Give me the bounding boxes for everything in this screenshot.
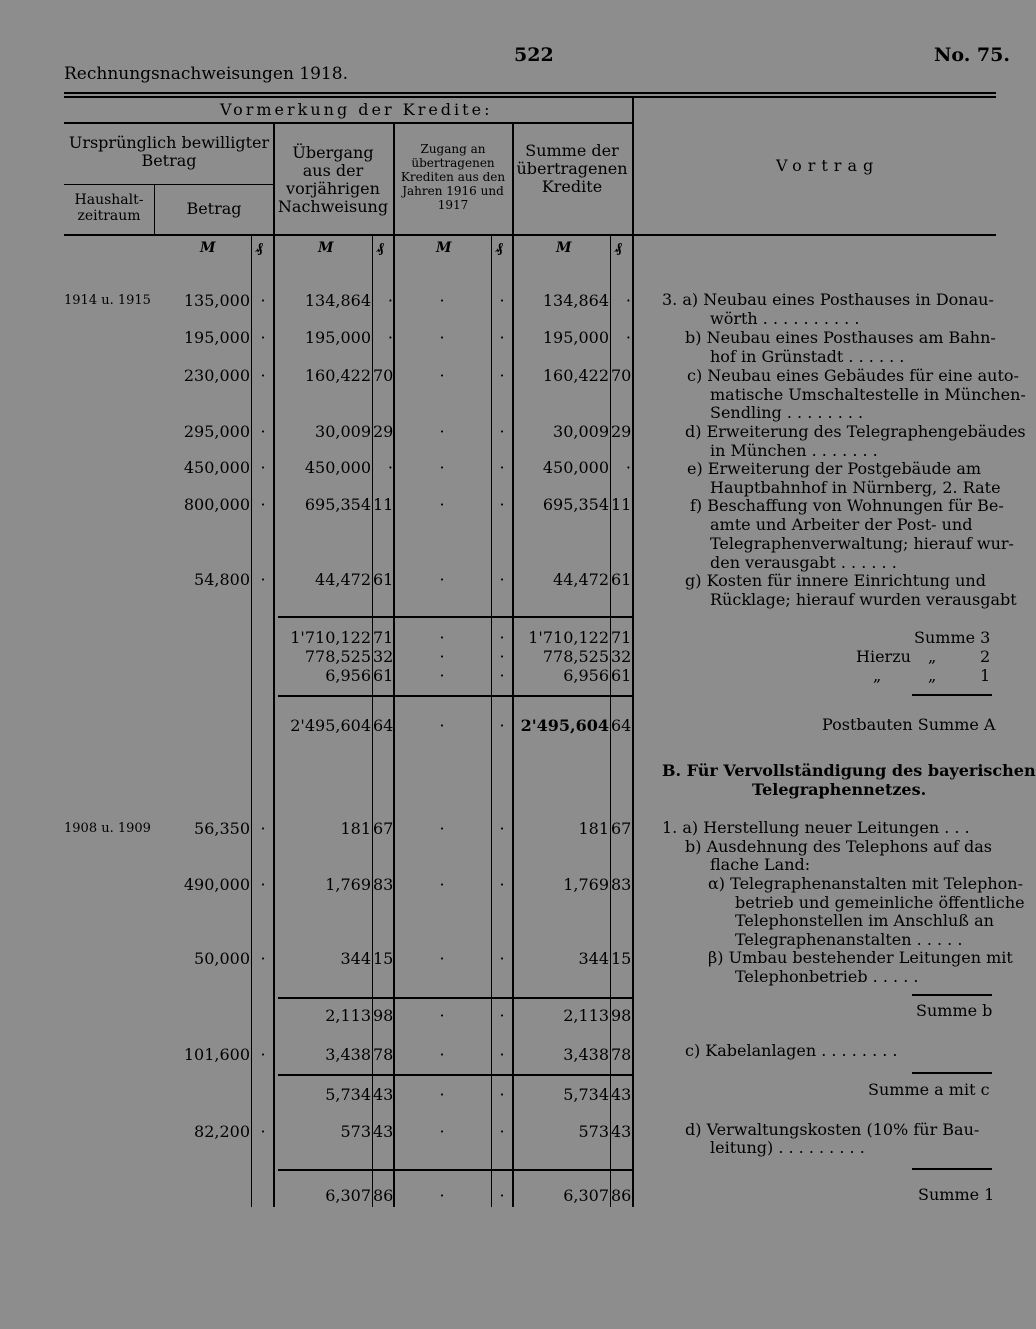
table-cell-sp: · bbox=[625, 458, 631, 477]
table-cell-p: 98 bbox=[373, 1006, 394, 1025]
table-cell-betrag: 800,000 bbox=[183, 495, 250, 514]
haushalt-heading: Haushalt-zeitraum bbox=[74, 192, 144, 224]
unit-pf-3: ₰ bbox=[496, 240, 503, 256]
table-cell-zp: · bbox=[499, 366, 505, 385]
section-b-heading-2: Telegraphennetzes. bbox=[752, 780, 927, 799]
table-cell-bd: · bbox=[260, 570, 266, 589]
table-cell-bd: · bbox=[260, 819, 266, 838]
uebergang-heading: Übergang aus der vorjährigen Nachweisung bbox=[277, 143, 389, 216]
vortrag-line: Telephonstellen im Anschluß an bbox=[735, 911, 994, 930]
table-cell-zm: · bbox=[439, 495, 445, 514]
table-cell-bd: · bbox=[260, 1045, 266, 1064]
table-cell-m: 2,113 bbox=[325, 1006, 371, 1025]
table-cell-sm: 181 bbox=[578, 819, 609, 838]
vortrag-sum: Summe b bbox=[916, 1001, 993, 1020]
table-cell-p: 83 bbox=[373, 875, 394, 894]
vortrag-line: den verausgabt . . . . . . bbox=[710, 553, 897, 572]
col-rule-year bbox=[154, 184, 155, 234]
table-cell-m: 5,734 bbox=[325, 1085, 371, 1104]
vortrag-sum-rule bbox=[912, 994, 992, 996]
table-cell-year: 1908 u. 1909 bbox=[64, 821, 151, 836]
table-cell-m: 195,000 bbox=[304, 328, 371, 347]
table-cell-m: 134,864 bbox=[304, 291, 371, 310]
sum-rule-2 bbox=[278, 695, 632, 697]
table-cell-bd: · bbox=[260, 458, 266, 477]
col-rule-summe bbox=[632, 96, 634, 1207]
table-cell-p: 61 bbox=[373, 570, 394, 589]
sum-rule-5 bbox=[278, 1169, 632, 1171]
table-cell-p: 70 bbox=[373, 366, 394, 385]
table-cell-zm: · bbox=[439, 1122, 445, 1141]
table-cell-zm: · bbox=[439, 1186, 445, 1205]
table-cell-zp: · bbox=[499, 1045, 505, 1064]
vortrag-heading: Vortrag bbox=[776, 156, 880, 175]
table-cell-sm: 1,769 bbox=[563, 875, 609, 894]
table-cell-m: 778,525 bbox=[304, 647, 371, 666]
table-cell-sm: 5,734 bbox=[563, 1085, 609, 1104]
table-cell-zm: · bbox=[439, 328, 445, 347]
unit-mark-4: M bbox=[556, 240, 572, 256]
betrag-heading: Betrag bbox=[186, 199, 242, 218]
sum-rule-1 bbox=[278, 616, 632, 618]
table-cell-zp: · bbox=[499, 458, 505, 477]
table-cell-m: 695,354 bbox=[304, 495, 371, 514]
table-cell-m: 30,009 bbox=[315, 422, 371, 441]
table-cell-zm: · bbox=[439, 1085, 445, 1104]
table-cell-zm: · bbox=[439, 458, 445, 477]
table-cell-sp: 70 bbox=[611, 366, 632, 385]
table-cell-zp: · bbox=[499, 328, 505, 347]
table-cell-sp: 86 bbox=[611, 1186, 632, 1205]
table-cell-betrag: 56,350 bbox=[194, 819, 250, 838]
unit-pf-2: ₰ bbox=[377, 240, 384, 256]
table-cell-m: 160,422 bbox=[304, 366, 371, 385]
table-cell-sp: 43 bbox=[611, 1122, 632, 1141]
table-cell-m: 6,307 bbox=[325, 1186, 371, 1205]
table-cell-p: 61 bbox=[373, 666, 394, 685]
unit-pf-4: ₰ bbox=[615, 240, 622, 256]
table-cell-p: 86 bbox=[373, 1186, 394, 1205]
table-cell-zp: · bbox=[499, 291, 505, 310]
top-double-rule bbox=[64, 92, 996, 94]
table-cell-zp: · bbox=[499, 570, 505, 589]
table-cell-bd: · bbox=[260, 875, 266, 894]
table-cell-zp: · bbox=[499, 949, 505, 968]
vortrag-line: leitung) . . . . . . . . . bbox=[710, 1138, 865, 1157]
table-cell-sm: 695,354 bbox=[542, 495, 609, 514]
table-cell-zp: · bbox=[499, 628, 505, 647]
table-cell-sm: 344 bbox=[578, 949, 609, 968]
vortrag-line: Rücklage; hierauf wurden verausgabt bbox=[710, 590, 1017, 609]
unit-mark-1: M bbox=[200, 240, 216, 256]
table-cell-p: 43 bbox=[373, 1122, 394, 1141]
table-cell-zp: · bbox=[499, 1122, 505, 1141]
vortrag-line: c) Kabelanlagen . . . . . . . . bbox=[685, 1041, 898, 1060]
table-cell-zp: · bbox=[499, 819, 505, 838]
vortrag-sum: Summe 3 bbox=[914, 628, 991, 647]
col-rule-betrag bbox=[273, 122, 275, 1207]
table-cell-sm: 450,000 bbox=[542, 458, 609, 477]
table-cell-sp: 98 bbox=[611, 1006, 632, 1025]
urspruenglich-heading: Ursprünglich bewilligter Betrag bbox=[68, 133, 270, 170]
vortrag-line: hof in Grünstadt . . . . . . bbox=[710, 347, 905, 366]
vortrag-sum-rule bbox=[912, 1072, 992, 1074]
table-cell-p: · bbox=[387, 458, 393, 477]
table-cell-sm: 573 bbox=[578, 1122, 609, 1141]
table-cell-sm: 3,438 bbox=[563, 1045, 609, 1064]
vortrag-line: wörth . . . . . . . . . . bbox=[710, 309, 860, 328]
section-b-heading: B. Für Vervollständigung des bayerischen bbox=[662, 761, 1036, 780]
vortrag-sum: „ bbox=[928, 666, 937, 685]
vortrag-line: Sendling . . . . . . . . bbox=[710, 403, 864, 422]
table-cell-sm: 2'495,604 bbox=[520, 716, 609, 735]
vortrag-line: Telegraphenverwaltung; hierauf wur- bbox=[710, 534, 1014, 553]
table-cell-p: · bbox=[387, 291, 393, 310]
table-cell-zp: · bbox=[499, 647, 505, 666]
running-title: Rechnungsnachweisungen 1918. bbox=[64, 64, 348, 84]
table-cell-p: 29 bbox=[373, 422, 394, 441]
vortrag-sum: Summe 1 bbox=[918, 1185, 995, 1204]
zugang-heading: Zugang an übertragenen Krediten aus den Jahren 1916 und 1917 bbox=[400, 142, 506, 212]
top-double-rule-2 bbox=[64, 96, 996, 98]
table-cell-sp: 15 bbox=[611, 949, 632, 968]
table-cell-sp: 67 bbox=[611, 819, 632, 838]
table-cell-sm: 2,113 bbox=[563, 1006, 609, 1025]
table-cell-m: 1'710,122 bbox=[290, 628, 371, 647]
col-rule-uebergang bbox=[393, 122, 395, 1207]
table-cell-p: 67 bbox=[373, 819, 394, 838]
vortrag-line: Hauptbahnhof in Nürnberg, 2. Rate bbox=[710, 478, 1001, 497]
table-cell-zm: · bbox=[439, 422, 445, 441]
vormerkung-rule bbox=[64, 122, 632, 124]
table-cell-sm: 778,525 bbox=[542, 647, 609, 666]
table-cell-zp: · bbox=[499, 875, 505, 894]
table-cell-p: 78 bbox=[373, 1045, 394, 1064]
vortrag-line: d) Erweiterung des Telegraphengebäudes bbox=[685, 422, 1026, 441]
haushalt-rule bbox=[64, 184, 274, 185]
table-cell-sp: 61 bbox=[611, 570, 632, 589]
table-cell-zp: · bbox=[499, 1186, 505, 1205]
vortrag-line: 3. a) Neubau eines Posthauses in Donau- bbox=[662, 290, 994, 309]
table-cell-sp: 32 bbox=[611, 647, 632, 666]
table-cell-betrag: 50,000 bbox=[194, 949, 250, 968]
unit-mark-3: M bbox=[436, 240, 452, 256]
vortrag-line: Telegraphenanstalten . . . . . bbox=[735, 930, 963, 949]
table-cell-p: 64 bbox=[373, 716, 394, 735]
table-cell-m: 1,769 bbox=[325, 875, 371, 894]
vortrag-line: e) Erweiterung der Postgebäude am bbox=[687, 459, 982, 478]
page-number: 522 bbox=[514, 44, 554, 66]
table-cell-betrag: 295,000 bbox=[183, 422, 250, 441]
document-number: No. 75. bbox=[934, 44, 1010, 66]
vortrag-sum: Hierzu bbox=[856, 647, 911, 666]
table-cell-betrag: 230,000 bbox=[183, 366, 250, 385]
table-cell-p: 32 bbox=[373, 647, 394, 666]
table-cell-p: 43 bbox=[373, 1085, 394, 1104]
table-cell-zp: · bbox=[499, 1006, 505, 1025]
table-cell-sp: 71 bbox=[611, 628, 632, 647]
table-cell-sm: 44,472 bbox=[553, 570, 609, 589]
vortrag-sum: 1 bbox=[980, 666, 991, 685]
table-cell-bd: · bbox=[260, 366, 266, 385]
vortrag-line: α) Telegraphenanstalten mit Telephon- bbox=[708, 874, 1023, 893]
table-cell-betrag: 101,600 bbox=[183, 1045, 250, 1064]
table-cell-bd: · bbox=[260, 949, 266, 968]
sum-rule-3 bbox=[278, 997, 632, 999]
table-cell-bd: · bbox=[260, 291, 266, 310]
table-cell-zp: · bbox=[499, 716, 505, 735]
table-cell-zm: · bbox=[439, 647, 445, 666]
table-cell-bd: · bbox=[260, 1122, 266, 1141]
vortrag-line: β) Umbau bestehender Leitungen mit bbox=[708, 948, 1013, 967]
table-cell-zp: · bbox=[499, 495, 505, 514]
table-cell-sp: · bbox=[625, 328, 631, 347]
summe-heading: Summe der übertragenen Kredite bbox=[516, 141, 628, 196]
vortrag-line: Telephonbetrieb . . . . . bbox=[735, 967, 919, 986]
table-cell-p: 11 bbox=[373, 495, 394, 514]
table-cell-betrag: 54,800 bbox=[194, 570, 250, 589]
table-cell-p: 71 bbox=[373, 628, 394, 647]
table-cell-sp: 61 bbox=[611, 666, 632, 685]
table-cell-sm: 1'710,122 bbox=[528, 628, 609, 647]
table-cell-sp: 83 bbox=[611, 875, 632, 894]
vortrag-line: b) Neubau eines Posthauses am Bahn- bbox=[685, 328, 996, 347]
vortrag-line: c) Neubau eines Gebäudes für eine auto- bbox=[687, 366, 1019, 385]
table-cell-sp: 64 bbox=[611, 716, 632, 735]
table-cell-zm: · bbox=[439, 570, 445, 589]
table-cell-zm: · bbox=[439, 366, 445, 385]
table-cell-zm: · bbox=[439, 291, 445, 310]
vortrag-sum: 2 bbox=[980, 647, 991, 666]
vortrag-sum: Summe a mit c bbox=[868, 1080, 990, 1099]
table-cell-sm: 30,009 bbox=[553, 422, 609, 441]
vortrag-line: f) Beschaffung von Wohnungen für Be- bbox=[690, 496, 1004, 515]
vortrag-line: flache Land: bbox=[710, 855, 811, 874]
table-cell-sm: 6,307 bbox=[563, 1186, 609, 1205]
table-cell-m: 344 bbox=[340, 949, 371, 968]
table-cell-betrag: 195,000 bbox=[183, 328, 250, 347]
table-cell-zm: · bbox=[439, 666, 445, 685]
vortrag-line: amte und Arbeiter der Post- und bbox=[710, 515, 973, 534]
vortrag-line: betrieb und gemeinliche öffentliche bbox=[735, 893, 1025, 912]
table-cell-zm: · bbox=[439, 1045, 445, 1064]
vortrag-line: g) Kosten für innere Einrichtung und bbox=[685, 571, 986, 590]
vormerkung-heading: Vormerkung der Kredite: bbox=[220, 100, 493, 119]
table-cell-zm: · bbox=[439, 819, 445, 838]
table-cell-betrag: 135,000 bbox=[183, 291, 250, 310]
table-cell-p: · bbox=[387, 328, 393, 347]
vortrag-line: matische Umschaltestelle in München- bbox=[710, 385, 1026, 404]
header-bottom-rule bbox=[64, 234, 996, 236]
table-cell-betrag: 490,000 bbox=[183, 875, 250, 894]
table-cell-zm: · bbox=[439, 949, 445, 968]
table-cell-sp: 78 bbox=[611, 1045, 632, 1064]
unit-pf-1: ₰ bbox=[256, 240, 263, 256]
table-cell-zp: · bbox=[499, 666, 505, 685]
vortrag-line: d) Verwaltungskosten (10% für Bau- bbox=[685, 1120, 980, 1139]
table-cell-p: 15 bbox=[373, 949, 394, 968]
vortrag-line: in München . . . . . . . bbox=[710, 441, 878, 460]
table-cell-bd: · bbox=[260, 422, 266, 441]
unit-mark-2: M bbox=[318, 240, 334, 256]
table-cell-sp: · bbox=[625, 291, 631, 310]
vortrag-sum: Postbauten Summe A bbox=[822, 715, 996, 734]
table-cell-zm: · bbox=[439, 1006, 445, 1025]
table-cell-m: 450,000 bbox=[304, 458, 371, 477]
table-cell-m: 6,956 bbox=[325, 666, 371, 685]
table-cell-m: 573 bbox=[340, 1122, 371, 1141]
vortrag-sum: „ bbox=[928, 647, 937, 666]
sum-rule-4 bbox=[278, 1074, 632, 1076]
vortrag-sum: „ bbox=[873, 666, 882, 685]
table-cell-betrag: 82,200 bbox=[194, 1122, 250, 1141]
vortrag-sum-rule bbox=[912, 694, 992, 696]
table-cell-m: 3,438 bbox=[325, 1045, 371, 1064]
table-cell-sp: 11 bbox=[611, 495, 632, 514]
table-cell-sm: 195,000 bbox=[542, 328, 609, 347]
table-cell-zm: · bbox=[439, 716, 445, 735]
table-cell-year: 1914 u. 1915 bbox=[64, 293, 151, 308]
table-cell-zp: · bbox=[499, 1085, 505, 1104]
table-cell-sm: 6,956 bbox=[563, 666, 609, 685]
table-cell-zm: · bbox=[439, 875, 445, 894]
table-cell-sp: 43 bbox=[611, 1085, 632, 1104]
col-rule-betrag-pf bbox=[251, 236, 252, 1207]
table-cell-m: 181 bbox=[340, 819, 371, 838]
table-cell-bd: · bbox=[260, 328, 266, 347]
table-cell-sm: 160,422 bbox=[542, 366, 609, 385]
table-cell-sm: 134,864 bbox=[542, 291, 609, 310]
table-cell-zm: · bbox=[439, 628, 445, 647]
vortrag-sum-rule bbox=[912, 1168, 992, 1170]
table-cell-m: 44,472 bbox=[315, 570, 371, 589]
table-cell-m: 2'495,604 bbox=[290, 716, 371, 735]
vortrag-line: 1. a) Herstellung neuer Leitungen . . . bbox=[662, 818, 970, 837]
col-rule-zugang bbox=[512, 122, 514, 1207]
table-cell-bd: · bbox=[260, 495, 266, 514]
table-cell-betrag: 450,000 bbox=[183, 458, 250, 477]
table-cell-zp: · bbox=[499, 422, 505, 441]
vortrag-line: b) Ausdehnung des Telephons auf das bbox=[685, 837, 993, 856]
table-cell-sp: 29 bbox=[611, 422, 632, 441]
